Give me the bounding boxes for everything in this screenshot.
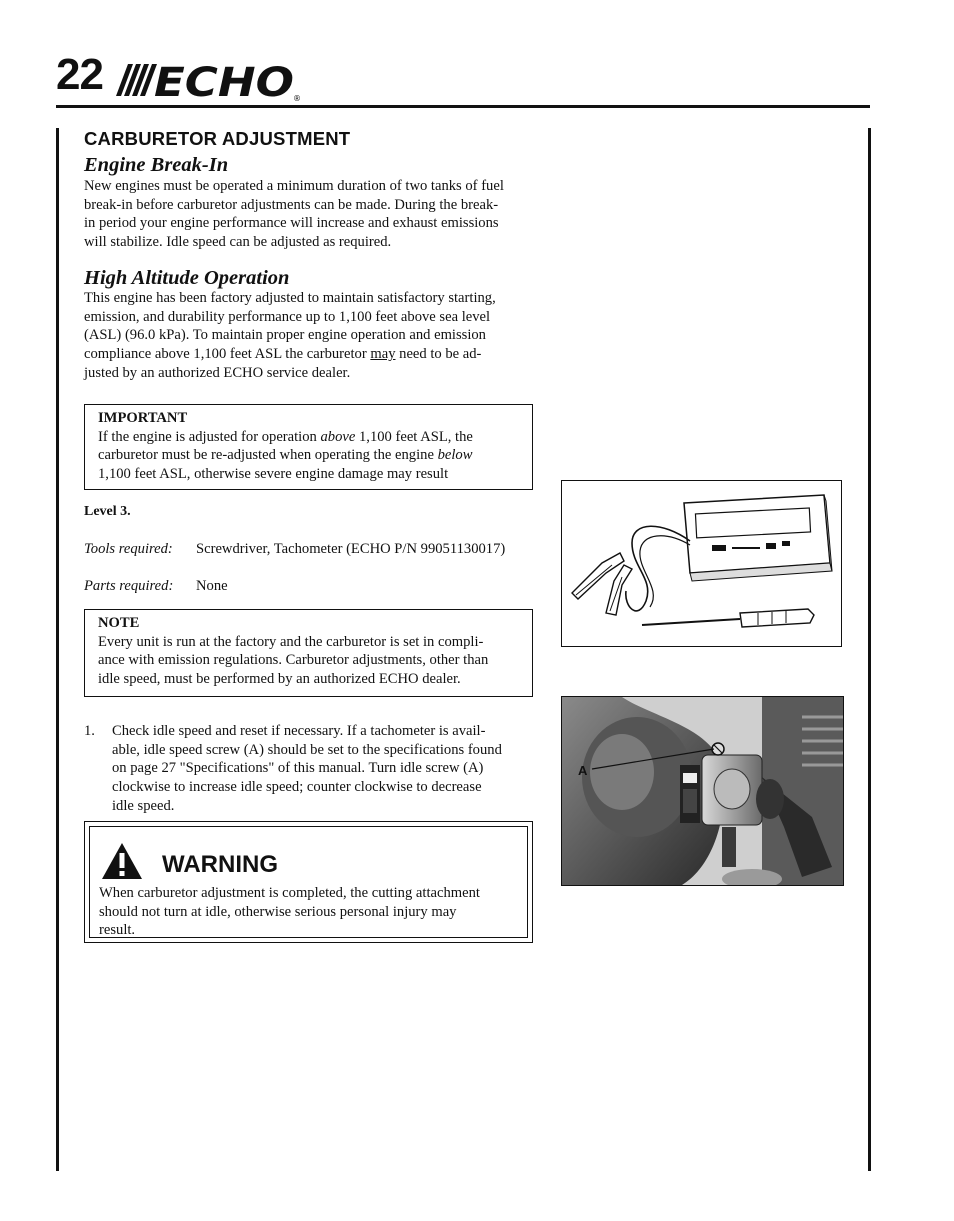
page-number: 22 xyxy=(56,50,103,99)
warning-text: When carburetor adjustment is completed, the cutting attachment should not turn at idle, otherwise serious personal injury may result. xyxy=(99,885,480,939)
warning-title: WARNING xyxy=(162,851,278,878)
high-altitude-text: This engine has been factory adjusted to maintain satisfactory starting, emission, and durability performance up to 1,100 feet above sea level (ASL) (96.0 kPa). To maintain proper engine operation and emission compliance above 1,100 feet ASL the carburetor may need to be ad- justed by an authorized ECHO service dealer. xyxy=(84,290,496,381)
high-altitude-heading: High Altitude Operation xyxy=(84,267,290,289)
warning-box xyxy=(84,821,533,943)
right-margin-rule xyxy=(868,128,871,1171)
step-number: 1. xyxy=(84,723,95,739)
important-box: IMPORTANT If the engine is adjusted for operation above 1,100 feet ASL, the carburetor must be re-adjusted when operating the engine below 1,100 feet ASL, otherwise severe engine damage may result xyxy=(84,404,533,490)
carburetor-photo xyxy=(562,697,843,885)
warning-triangle-icon xyxy=(100,841,144,881)
brand-name: ECHO xyxy=(154,60,294,102)
tools-figure xyxy=(561,480,842,647)
engine-break-in-text: New engines must be operated a minimum duration of two tanks of fuel break-in before carburetor adjustments can be made. During the break- in period your engine performance will increase and exhaust emissions will stabilize. Idle speed can be adjusted as required. xyxy=(84,178,504,251)
step-text: Check idle speed and reset if necessary. If a tachometer is avail- able, idle speed screw (A) should be set to the specifications found on page 27 "Specifications" of this manual. Turn idle screw (A) clockwise to increase idle speed; counter clockwise to decrease idle speed. xyxy=(112,723,502,814)
tools-label: Tools required: xyxy=(84,541,173,557)
registered-mark: ® xyxy=(293,94,301,102)
engine-break-in-heading: Engine Break-In xyxy=(84,154,229,176)
echo-logo xyxy=(112,58,304,102)
tachometer-screwdriver-illustration xyxy=(562,481,841,646)
callout-a-label: A xyxy=(578,763,588,778)
note-box: NOTE Every unit is run at the factory and the carburetor is set in compli- ance with emission regulations. Carburetor adjustments, other than idle speed, must be performed by an authorized ECHO dealer. xyxy=(84,609,533,697)
note-title: NOTE xyxy=(98,615,140,631)
tools-value: Screwdriver, Tachometer (ECHO P/N 99051130017) xyxy=(196,541,506,557)
section-title: CARBURETOR ADJUSTMENT xyxy=(84,128,351,149)
header-rule xyxy=(56,105,870,108)
parts-value: None xyxy=(196,578,228,594)
level-label: Level 3. xyxy=(84,504,131,519)
parts-label: Parts required: xyxy=(84,578,174,594)
left-margin-rule xyxy=(56,128,59,1171)
carburetor-figure xyxy=(561,696,844,886)
important-title: IMPORTANT xyxy=(98,410,188,426)
